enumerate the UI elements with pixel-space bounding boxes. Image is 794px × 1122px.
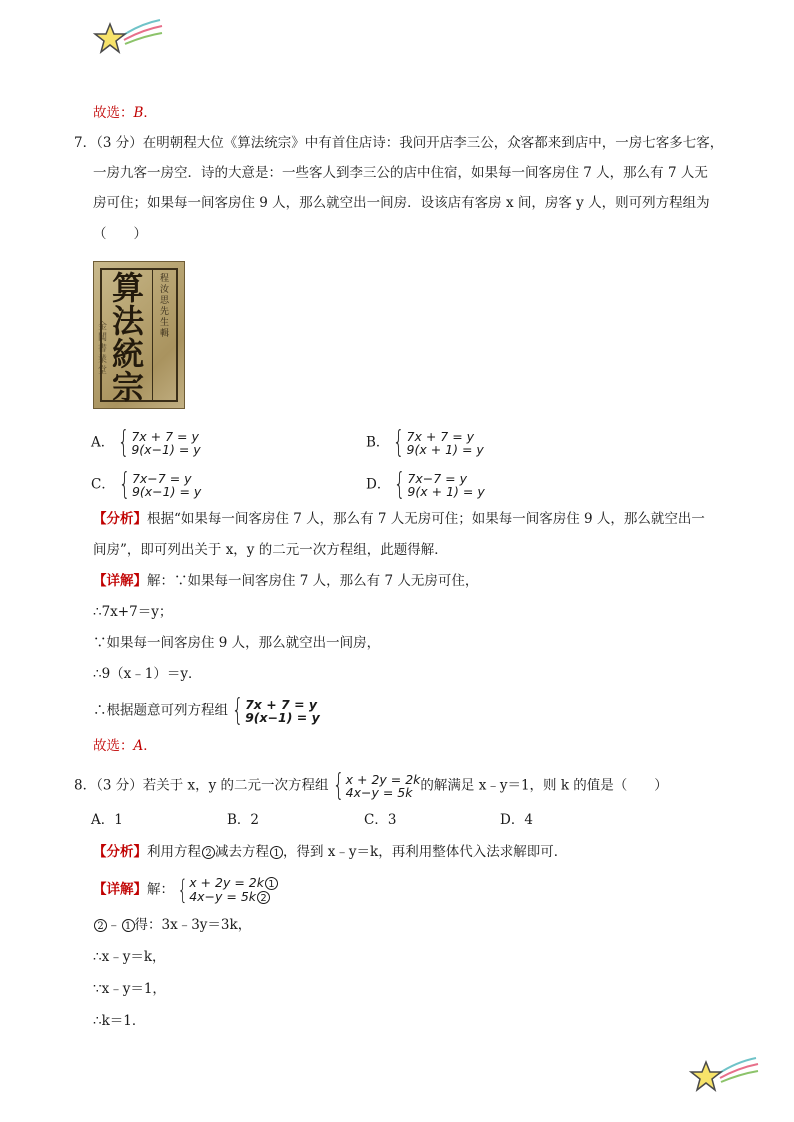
- book-title-char: 算: [111, 269, 144, 307]
- q8-option-d[interactable]: D．4: [500, 812, 533, 828]
- book-title-char: 統: [111, 335, 144, 373]
- q6-answer: 故选：B．: [93, 105, 157, 121]
- q8-detail-step4: ∴k＝1．: [93, 1013, 146, 1029]
- book-publisher-text: 金閶書業堂: [98, 322, 108, 376]
- q7-detail-line3: ∵如果每一间客房住 9 人，那么就空出一间房，: [93, 635, 381, 651]
- q7-detail-line4: ∴9（x﹣1）＝y．: [93, 666, 202, 682]
- shooting-star-icon-bottom: [688, 1054, 760, 1096]
- q7-option-a[interactable]: A． { 7x + 7 = y 9(x−1) = y: [91, 425, 201, 460]
- q7-detail-line1: 【详解】解：∵如果每一间客房住 7 人，那么有 7 人无房可住，: [93, 573, 479, 589]
- q7-option-b[interactable]: B． { 7x + 7 = y 9(x + 1) = y: [366, 425, 484, 460]
- circled-number: 2: [202, 846, 215, 859]
- circled-number: 2: [94, 919, 107, 932]
- q8-detail-step3: ∵x﹣y＝1，: [93, 981, 166, 997]
- q7-option-d[interactable]: D． { 7x−7 = y 9(x + 1) = y: [366, 467, 485, 502]
- q8-option-c[interactable]: C．3: [364, 812, 397, 828]
- circled-number: 1: [270, 846, 283, 859]
- shooting-star-icon: [92, 16, 164, 58]
- q8-detail-step1: 2 ﹣ 1 得：3x﹣3y＝3k，: [93, 915, 251, 935]
- circled-number: 1: [122, 919, 135, 932]
- q7-detail-line2: ∴7x+7＝y；: [93, 604, 173, 620]
- circled-number: 2: [257, 891, 270, 904]
- q7-option-c[interactable]: C． { 7x−7 = y 9(x−1) = y: [91, 467, 202, 502]
- q8-option-a[interactable]: A．1: [91, 812, 123, 828]
- book-title-char: 法: [111, 302, 144, 340]
- q7-detail-line5: ∴根据题意可列方程组 { 7x + 7 = y 9(x−1) = y: [93, 693, 320, 728]
- q7-analysis-line1: 【分析】根据“如果每一间客房住 7 人，那么有 7 人无房可住；如果每一间客房住 9 人，那么就空出一: [93, 511, 705, 527]
- suanfa-tongzong-book-cover: [93, 261, 185, 409]
- q7-analysis-line2: 间房”，即可列出关于 x，y 的二元一次方程组，此题得解．: [93, 542, 448, 558]
- q8-analysis: 【分析】利用方程 2 减去方程 1 ，得到 x﹣y＝k，再利用整体代入法求解即可．: [93, 844, 568, 860]
- q7-stem-line1: 7．（3 分）在明朝程大位《算法统宗》中有首住店诗：我问开店李三公，众客都来到店中，一房七客多七客，: [74, 135, 724, 151]
- q8-detail-step2: ∴x﹣y＝k，: [93, 949, 166, 965]
- circled-number: 1: [265, 877, 278, 890]
- q8-option-b[interactable]: B．2: [227, 812, 260, 828]
- q8-stem: 8．（3 分）若关于 x，y 的二元一次方程组 { x + 2y = 2k 4x−y = 5k 的解满足 x﹣y＝1，则 k 的值是（ ）: [74, 768, 668, 803]
- q7-stem-line2: 一房九客一房空．诗的大意是：一些客人到李三公的店中住宿，如果每一间客房住 7 人，那么有 7 人无: [93, 165, 708, 181]
- book-author-text: 程汝思先生輯: [160, 274, 170, 339]
- book-title-char: 宗: [111, 368, 144, 406]
- q7-stem-line3: 房可住；如果每一间客房住 9 人，那么就空出一间房．设该店有客房 x 间，房客 y 人，则可列方程组为: [93, 195, 710, 211]
- q7-answer-paren: （ ）: [93, 226, 147, 242]
- q7-answer: 故选：A．: [93, 738, 157, 754]
- q8-detail-line1: 【详解】解： { x + 2y = 2k 1 4x−y = 5k 2: [93, 876, 278, 904]
